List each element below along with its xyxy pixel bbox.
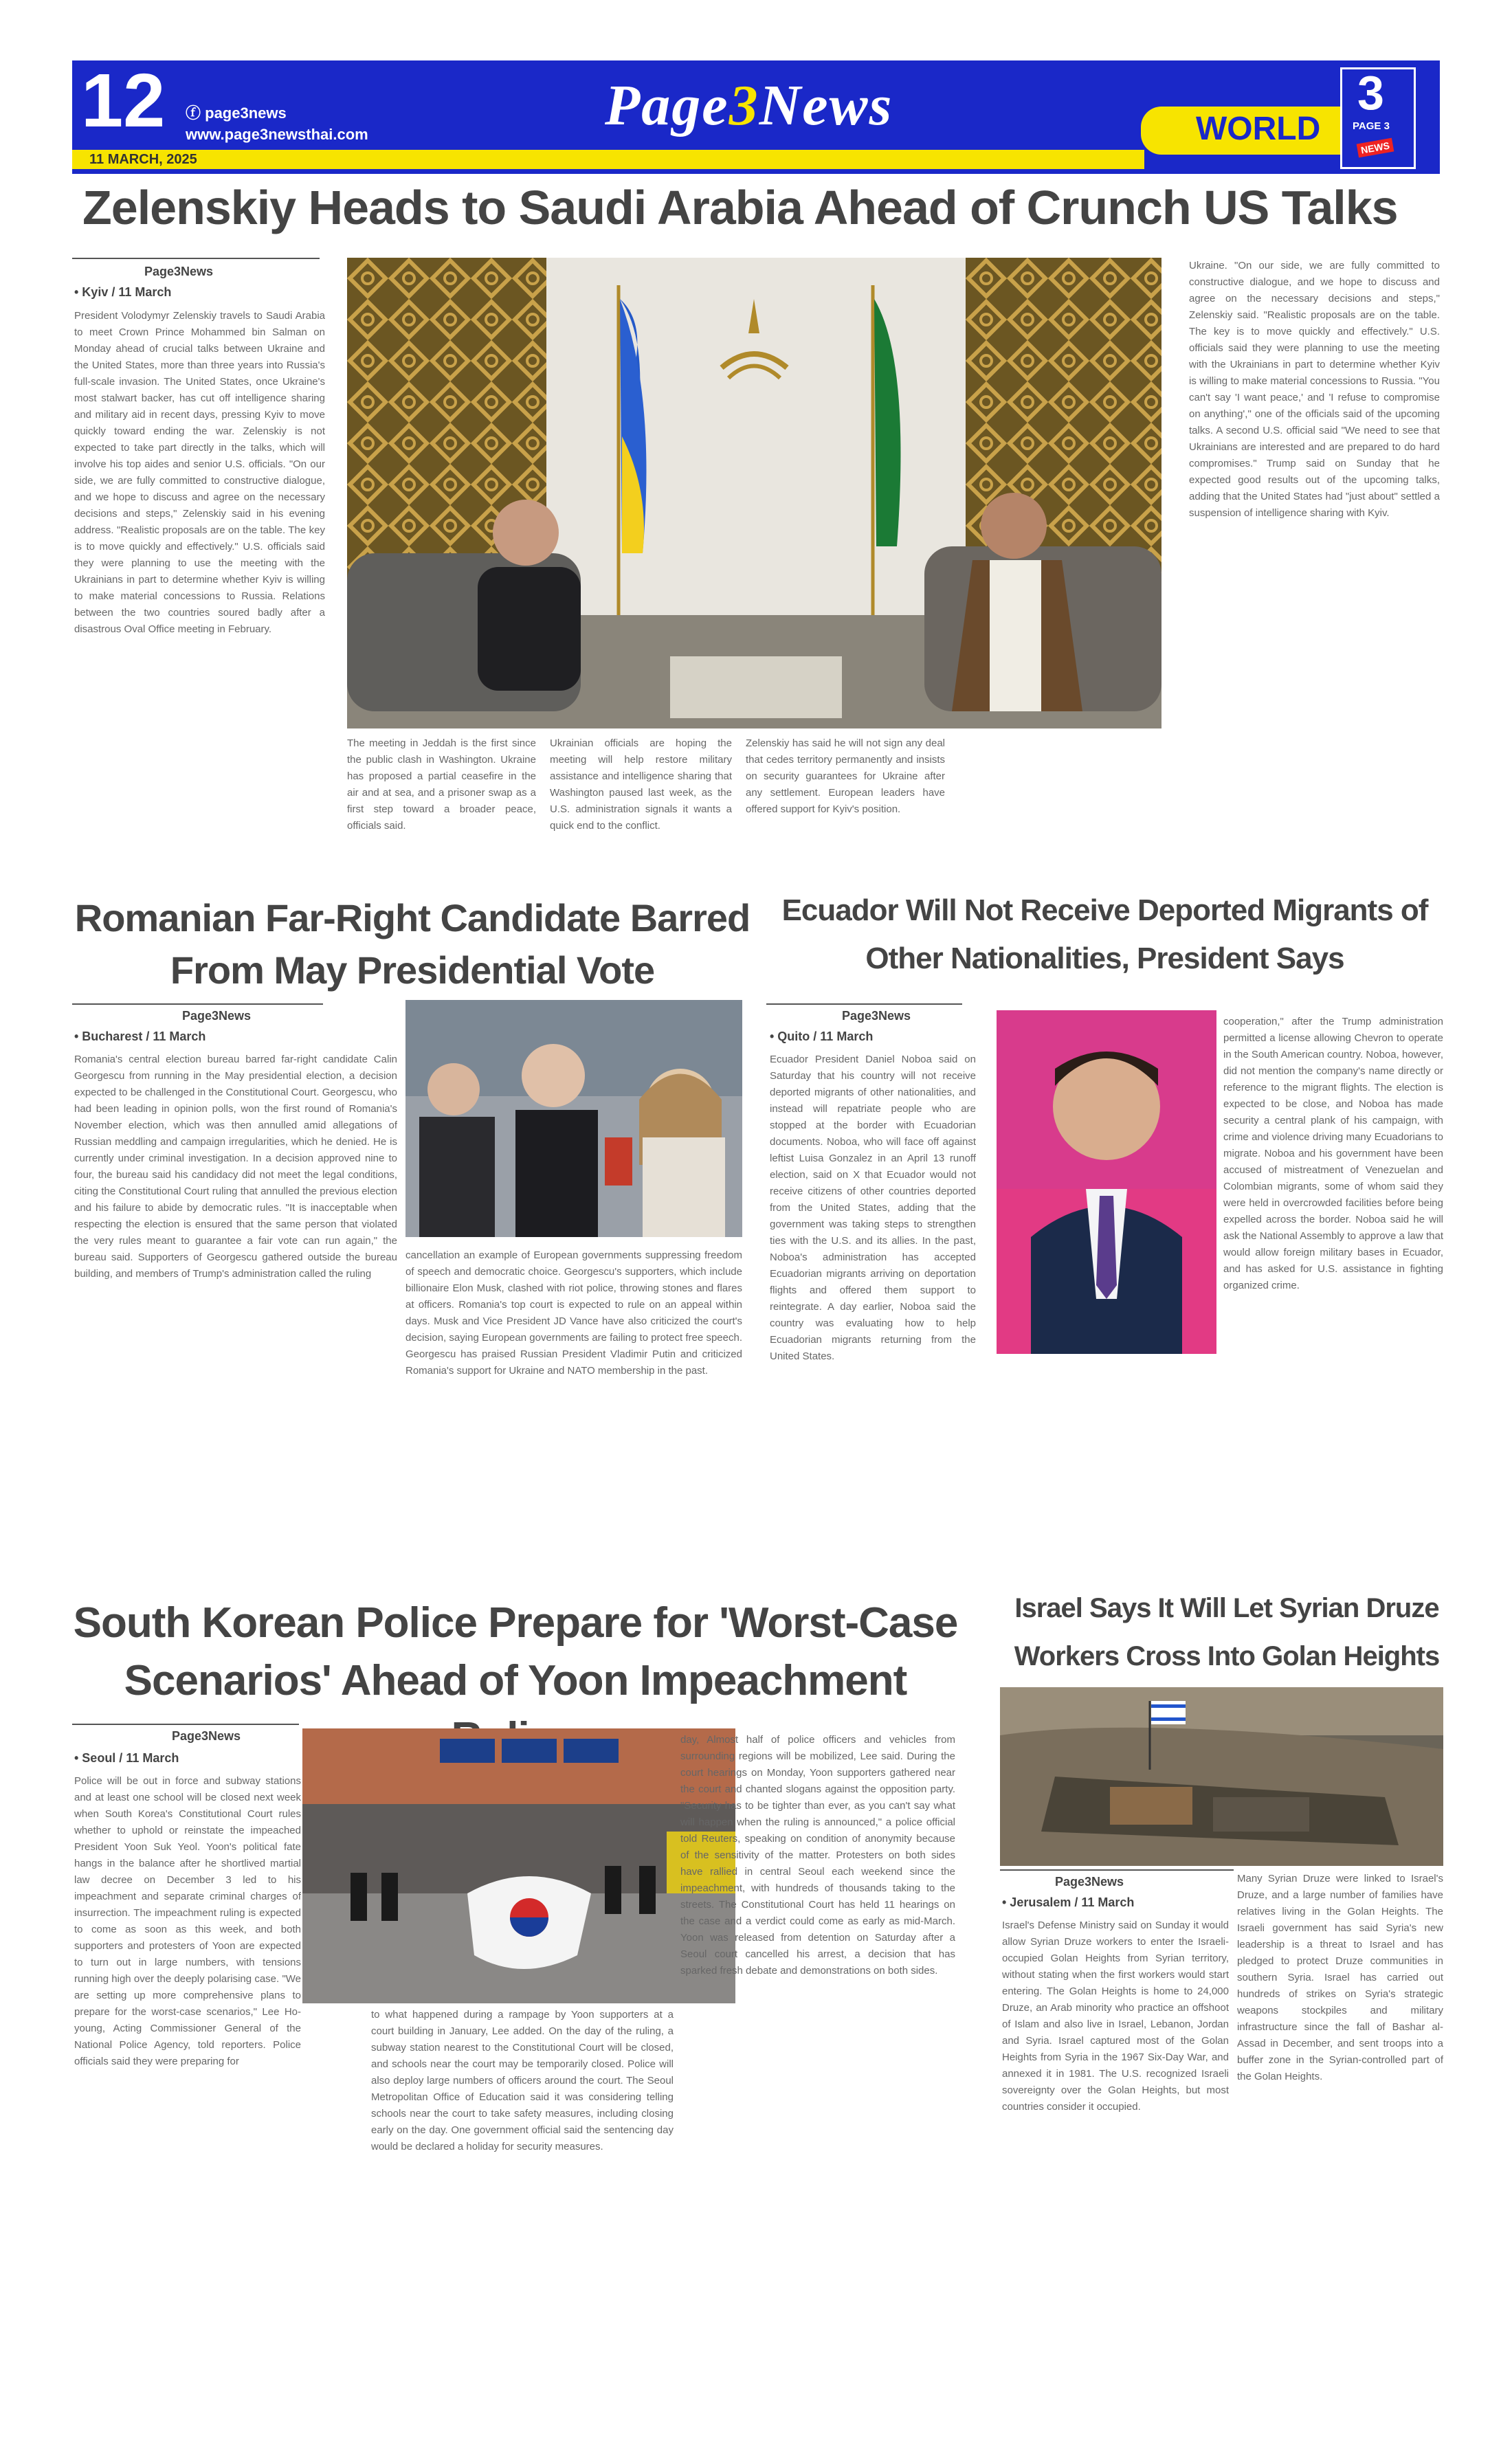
korea-col1: Police will be out in force and subway stations and at least one school will be closed next week when South Korea's Constitutional Court rules whether to uphold or reinstate the impeached President Yoon Suk Yeol. Yoon's political fate hangs in the balance after he shortlived martial law decree on December 3 led to his impeachment and separate criminal charges of insurrection. The impeachment ruling is expected to come as soon as this week, and both supporters and protesters of Yoon are expected to turn out in large numbers, with tensions running high over the deeply polarising case. "We are setting up more comprehensive plans to prepare for the worst-case scenarios," Lee Ho-young, Acting Commissioner General of the National Police Agency, told reporters. Police officials said they were preparing for [74,1775,301,2067]
facebook-icon: ⓕ [186,104,205,122]
logo-text-page: Page [605,74,729,137]
korea-photo [302,1728,735,2003]
romania-col2: cancellation an example of European governments suppressing freedom of speech and democratic choice. Georgescu's supporters, which include billionaire Elon Musk, clashed with riot police, throwing stones and flares at officers. Romania's top court is expected to rule on an appeal within days. Musk and Vice President JD Vance have also criticized the court's decision, saying European governments are failing to protect free speech. Georgescu has praised Russian President Vladimir Putin and criticized Romania's support for Ukraine and NATO membership in the past. [405,1249,742,1377]
israel-col2: Many Syrian Druze were linked to Israel's Druze, and a large number of families have relatives living in the Golan Heights. The Israeli government has said Syria's new leadership is a threat to Israel and has pledged to protect Druze communities in southern Syria. Israel has carried out hundreds of strikes on Syria's strategic weapons stockpiles and military infrastructure since the fall of Bashar al-Assad in December, and sent troops into a buffer zone in the Syrian-controlled part of the Golan Heights. [1237,1873,1443,2082]
romania-col1: Romania's central election bureau barred far-right candidate Calin Georgescu from running in the May presidential election, a decision expected to be challenged in the Constitutional Court. Georgescu, who had been leading in opinion polls, won the first round of Romania's November election, which was then annulled amid allegations of Russian meddling and campaign irregularities, which he denied. He is currently under criminal investigation. In a decision approved nine to four, the bureau said his candidacy did not meet the legal conditions, citing the Constitutional Court ruling that annulled the previous election and his failure to abide by democratic rules. "It is inacceptable when respecting the election is ensured that the same person that violated the very rules meant to guarantee a fair vote can run again," the bureau said. Supporters of Georgescu gathered outside the bureau building, and members of Trump's administration called the ruling [74,1054,397,1280]
issue-date: 11 MARCH, 2025 [89,152,197,167]
zelenskiy-dateline: • Kyiv / 11 March [74,285,172,299]
romania-headline[interactable]: Romanian Far-Right Candidate Barred From May Presidential Vote [74,896,751,992]
logo-text-news: News [759,74,893,137]
date-bar [72,150,1144,169]
ecuador-col2: cooperation," after the Trump administration permitted a license allowing Chevron to operate in the South American country. Noboa, however, did not mention the company's name directly or reference to the migrant flights. The election is expected to be close, and Noboa has made security a central plank of his campaign, with crime and violence driving many Ecuadorians to migrate. Noboa and his government have been accused of mistreatment of Venezuelan and Colombian migrants, some of whom said they were held in overcrowded facilities before being expelled across the border. Noboa said he will ask the National Assembly to approve a law that would allow foreign military bases in Ecuador, and has asked for U.S. assistance in fighting organized crime. [1223,1016,1443,1291]
ecuador-photo [997,1010,1216,1354]
social-handle[interactable] [186,102,287,123]
logo-text-three: 3 [729,74,759,137]
korea-byline: Page3News [172,1729,241,1743]
ecuador-byline: Page3News [842,1009,911,1023]
website-link[interactable]: www.page3newsthai.com [186,126,368,143]
korea-col3: day, Almost half of police officers and vehicles from surrounding regions will be mobilized, Lee said. During the court hearings on Monday, Yoon supporters gathered near the court and chanted slogans against the opposition party. "Security has to be tighter than ever, as you can't say what will happen when the ruling is announced," a police official told Reuters, speaking on condition of anonymity because of the sensitivity of the matter. Protesters on both sides have rallied in central Seoul each weekend since the impeachment, with hundreds of thousands taking to the streets. The Constitutional Court has held 11 hearings on the case and a verdict could come as early as mid-March. Yoon was released from detention on Saturday after a Seoul court cancelled his arrest, a decision that has sparked fresh debate and demonstrations on both sides. [680,1734,955,1977]
ecuador-col2-cont [1120,1361,1443,1574]
romania-photo [405,1000,742,1237]
badge-text: PAGE 3 [1353,120,1390,132]
israel-col1: Israel's Defense Ministry said on Sunday it would allow Syrian Druze workers to enter the Israeli-occupied Golan Heights from Syrian territory, without stating when the first workers would start entering. The Golan Heights is home to 24,000 Druze, an Arab minority who practice an offshoot of Islam and also live in Israel, Lebanon, Jordan and Syria. Israel captured most of the Golan Heights from Syria in the 1967 Six-Day War, and annexed it in 1981. The U.S. recognized Israeli sovereignty over the Golan Heights, but most countries consider it occupied. [1002,1920,1229,2113]
zelenskiy-col1: President Volodymyr Zelenskiy travels to Saudi Arabia to meet Crown Prince Mohammed bin Salman on Monday ahead of crucial talks between Ukraine and the United States, more than three years into Russia's full-scale invasion. The United States, once Ukraine's most stalwart backer, has cut off intelligence sharing and military aid in recent days, pressing Kyiv to move quickly toward ending the war. Zelenskiy is not expected to take part directly in the talks, which will involve his top aides and senior U.S. officials. "On our side, we are fully committed to constructive dialogue, and we hope to discuss and agree on the necessary decisions and steps," Zelenskiy said in his evening address. "Realistic proposals are on the table. The key is to move quickly and effectively." U.S. officials said they were planning to use the meeting with the Ukrainians in part to determine whether Kyiv is willing to make material concessions to Russia. Relations between the two countries soured badly after a disastrous Oval Office meeting in February. [74,310,325,635]
zelenskiy-col5: Ukraine. "On our side, we are fully committed to constructive dialogue, and we hope to discuss and agree on the necessary decisions and steps," Zelenskiy said. "Realistic proposals are on the table. The key is to move quickly and effectively." U.S. officials said they were planning to use the meeting with the Ukrainians in part to determine whether Kyiv is willing to make material concessions to Russia. "You can't say 'I want peace,' and 'I refuse to compromise on anything'," one of the officials said of the upcoming talks. A second U.S. official said "We need to see that Ukrainians are interested and are prepared to do hard compromises." Trump said on Sunday that he expected good results out of the upcoming talks, adding that the United States had "just about" settled a suspension of intelligence sharing with Kyiv. [1189,260,1440,519]
romania-byline: Page3News [182,1009,252,1023]
korea-rule [72,1724,299,1725]
zelenskiy-col3: Ukrainian officials are hoping the meeting will help restore military assistance and intelligence sharing that Washington paused last week, as the U.S. administration signals it wants a quick end to the conflict. [550,737,732,832]
israel-photo [1000,1687,1443,1866]
social-handle-text: page3news [205,104,287,122]
ecuador-dateline: • Quito / 11 March [770,1030,874,1043]
badge-news-tag: NEWS [1357,138,1394,158]
zelenskiy-col2: The meeting in Jeddah is the first since the public clash in Washington. Ukraine has proposed a partial ceasefire in the air and at sea, and a prisoner swap as a first step toward a broader peace, officials said. [347,737,536,832]
israel-rule [1000,1869,1234,1871]
korea-headline[interactable]: South Korean Police Prepare for 'Worst-Case Scenarios' Ahead of Yoon Impeachment [73,1599,958,1704]
israel-dateline: • Jerusalem / 11 March [1002,1895,1135,1909]
zelenskiy-rule [72,258,320,259]
israel-headline[interactable]: Israel Says It Will Let Syrian Druze Workers Cross Into Golan Heights [1014,1593,1440,1671]
badge-number: 3 [1357,66,1384,120]
romania-dateline: • Bucharest / 11 March [74,1030,206,1043]
zelenskiy-byline: Page3News [144,265,214,278]
zelenskiy-col4: Zelenskiy has said he will not sign any deal that cedes territory permanently and insists on security guarantees for Ukraine after any settlement. European leaders have offered support for Kyiv's position. [746,737,945,815]
ecuador-headline[interactable]: Ecuador Will Not Receive Deported Migrants of Other Nationalities, President Says [781,893,1428,976]
romania-rule [72,1003,323,1005]
section-label: WORLD [1196,111,1321,147]
page3news-logo[interactable] [605,72,893,139]
korea-dateline: • Seoul / 11 March [74,1751,179,1765]
ecuador-rule [766,1003,962,1005]
zelenskiy-col4b [959,735,1161,883]
israel-byline: Page3News [1055,1875,1124,1889]
zelenskiy-headline[interactable]: Zelenskiy Heads to Saudi Arabia Ahead of Crunch US Talks [82,181,1398,234]
korea-col2: to what happened during a rampage by Yoon supporters at a court building in January, Lee added. On the day of the ruling, a subway station nearest to the Constitutional Court will be closed, and schools near the court may be temporarily closed. Police will also deploy large numbers of officers around the court. The Seoul Metropolitan Office of Education said it was considering telling schools near the court to take safety measures, including closing early on the day. One government official said the sentencing day would be declared a holiday for security measures. [371,2009,674,2152]
zelenskiy-photo [347,258,1161,728]
ecuador-col1: Ecuador President Daniel Noboa said on Saturday that his country will not receive deported migrants of other nationalities, and instead will repatriate people who are stopped at the border with Ecuadorian documents. Noboa, who will face off against leftist Luisa Gonzalez in an April 13 runoff election, said on X that Ecuador would not receive citizens of other countries deported from the United States, adding that the government was taking steps to strengthen ties with the U.S. and its allies. In the past, Noboa's administration has accepted Ecuadorian migrants arriving on deportation flights and offered them support to reintegrate. A day earlier, Noboa said the country was evaluating how to help Ecuadorian migrants returning from the United States. [770,1054,976,1362]
page-number: 12 [81,58,166,143]
